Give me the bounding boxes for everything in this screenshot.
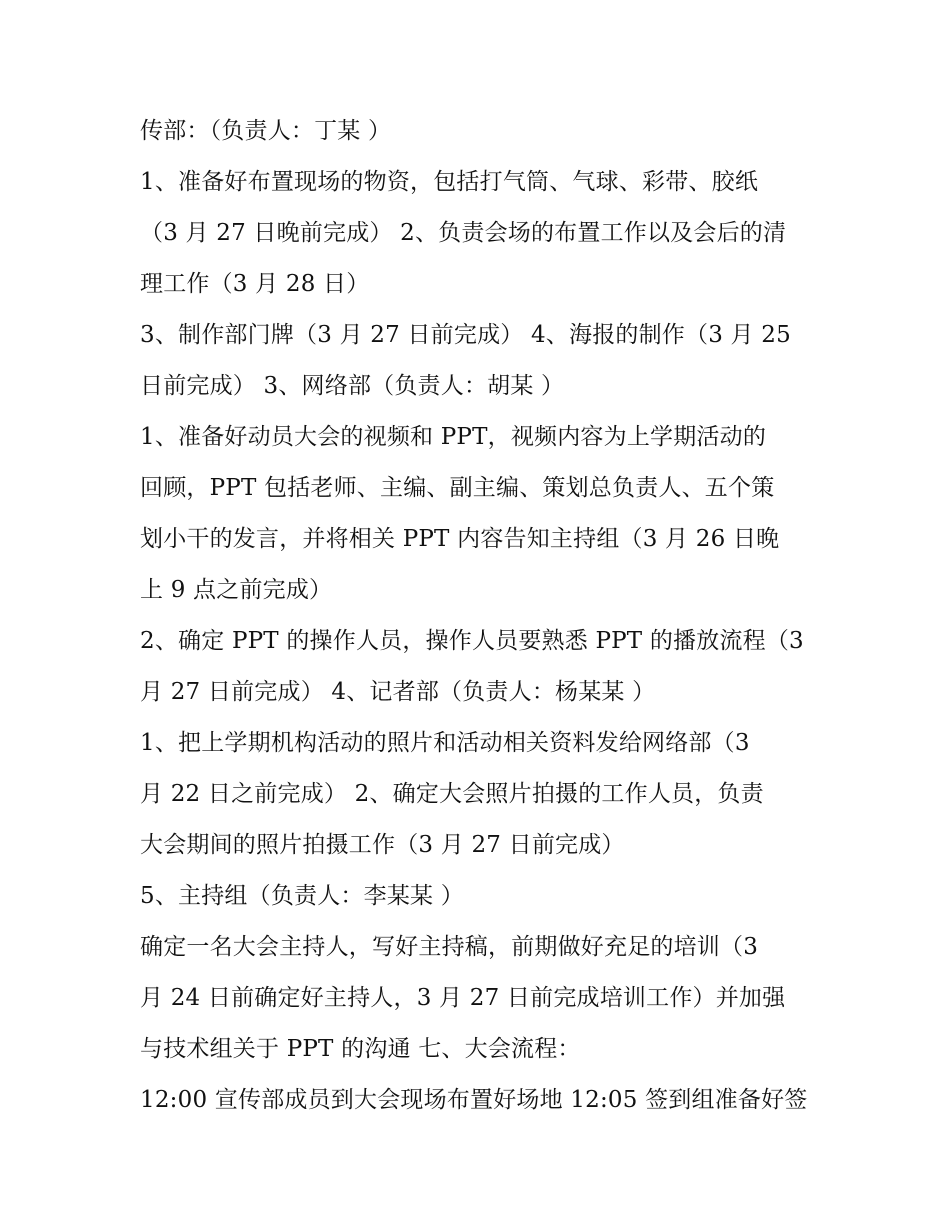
text-line: 月 27 日前完成） 4、记者部（负责人：杨某某 ） [140,679,656,705]
text-line: 1、准备好动员大会的视频和 PPT，视频内容为上学期活动的 [140,424,767,450]
text-line: 与技术组关于 PPT 的沟通 七、大会流程： [140,1036,581,1062]
text-line: 月 24 日前确定好主持人，3 月 27 日前完成培训工作）并加强 [140,985,786,1011]
text-line: 回顾，PPT 包括老师、主编、副主编、策划总负责人、五个策 [140,475,775,501]
document-body [140,106,820,1126]
text-line: 5、主持组（负责人：李某某 ） [140,883,464,909]
text-line: 12:00 宣传部成员到大会现场布置好场地 12:05 签到组准备好签 [140,1087,808,1113]
text-line: 理工作（3 月 28 日） [140,271,370,297]
text-line: 3、制作部门牌（3 月 27 日前完成） 4、海报的制作（3 月 25 [140,322,791,348]
text-line: 大会期间的照片拍摄工作（3 月 27 日前完成） [140,832,625,858]
text-line: 确定一名大会主持人，写好主持稿，前期做好充足的培训（3 [140,934,759,960]
text-line: 上 9 点之前完成） [140,577,333,603]
text-line: 日前完成） 3、网络部（负责人：胡某 ） [140,373,565,399]
text-line: （3 月 27 日晚前完成） 2、负责会场的布置工作以及会后的清 [140,220,787,246]
text-line: 1、准备好布置现场的物资，包括打气筒、气球、彩带、胶纸 [140,169,759,195]
text-line: 划小干的发言，并将相关 PPT 内容告知主持组（3 月 26 日晚 [140,526,780,552]
text-line: 2、确定 PPT 的操作人员，操作人员要熟悉 PPT 的播放流程（3 [140,628,804,654]
text-line: 1、把上学期机构活动的照片和活动相关资料发给网络部（3 [140,730,750,756]
text-line: 月 22 日之前完成） 2、确定大会照片拍摄的工作人员，负责 [140,781,764,807]
text-line: 传部：（负责人：丁某 ） [140,118,392,144]
